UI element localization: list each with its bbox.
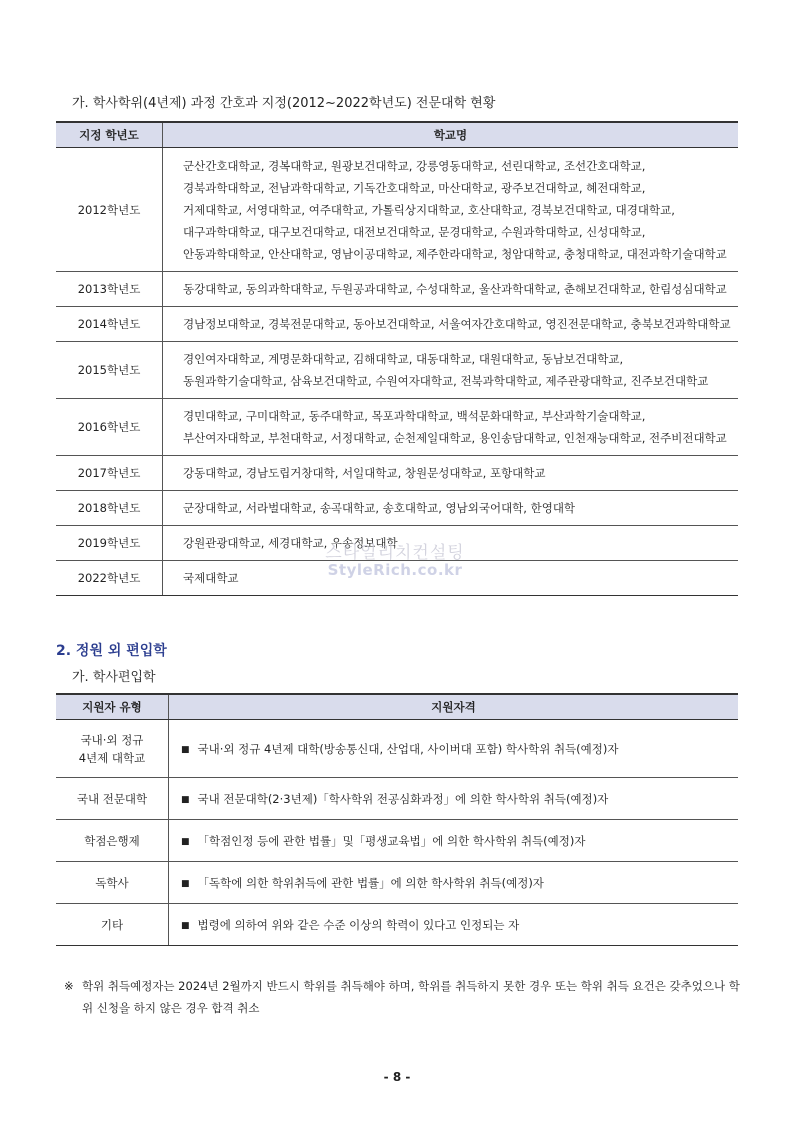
applicant-type-line: 국내 전문대학	[76, 791, 148, 806]
square-bullet-icon: ■	[181, 920, 190, 931]
table-row	[56, 904, 738, 946]
qualification	[169, 820, 739, 862]
qualification	[169, 778, 739, 820]
designation-year: 2016학년도	[56, 399, 163, 456]
section-a-title: 가. 학사학위(4년제) 과정 간호과 지정(2012~2022학년도) 전문대학 현황	[72, 96, 496, 111]
school-names	[163, 307, 739, 342]
school-names-line: 군장대학교, 서라벌대학교, 송곡대학교, 송호대학교, 영남외국어대학, 한영대학	[183, 501, 576, 515]
table-row	[56, 720, 738, 778]
school-names-line: 안동과학대학교, 안산대학교, 영남이공대학교, 제주한라대학교, 청암대학교, 충청대학교, 대전과학기술대학교	[183, 246, 727, 261]
header-school-names: 학교명	[163, 122, 739, 148]
designation-year: 2014학년도	[56, 307, 163, 342]
page-number: - 8 -	[383, 1070, 411, 1084]
square-bullet-icon: ■	[181, 878, 190, 889]
applicant-type-line: 4년제 대학교	[78, 750, 146, 765]
school-names-line: 경민대학교, 구미대학교, 동주대학교, 목포과학대학교, 백석문화대학교, 부산과학기술대학교,	[183, 409, 646, 423]
school-names-line: 강원관광대학교, 세경대학교, 우송정보대학	[183, 536, 398, 550]
applicant-type	[56, 778, 169, 820]
designation-year: 2018학년도	[56, 491, 163, 526]
designation-year: 2022학년도	[56, 561, 163, 596]
school-names-line: 국제대학교	[183, 571, 239, 585]
square-bullet-icon: ■	[181, 836, 190, 847]
applicant-type	[56, 720, 169, 778]
table-row	[56, 399, 738, 456]
designation-year: 2019학년도	[56, 526, 163, 561]
table-row	[56, 456, 738, 491]
school-names-line: 경북과학대학교, 전남과학대학교, 기독간호대학교, 마산대학교, 광주보건대학교, 혜전대학교,	[183, 180, 646, 195]
school-names	[163, 148, 739, 272]
section-2-title: 2. 정원 외 편입학	[56, 643, 167, 659]
school-names	[163, 272, 739, 307]
qualification-text: 국내·외 정규 4년제 대학(방송통신대, 산업대, 사이버대 포함) 학사학위 취득(예정)자	[197, 741, 619, 756]
applicant-type-line: 기타	[100, 917, 124, 932]
school-names-line: 동원과학기술대학교, 삼육보건대학교, 수원여자대학교, 전북과학대학교, 제주관광대학교, 진주보건대학교	[183, 374, 709, 388]
header-qualification: 지원자격	[169, 694, 739, 720]
header-applicant-type: 지원자 유형	[56, 694, 169, 720]
designation-year: 2015학년도	[56, 342, 163, 399]
table-row	[56, 820, 738, 862]
qualification-text: 법령에 의하여 위와 같은 수준 이상의 학력이 있다고 인정되는 자	[197, 917, 520, 932]
school-names-line: 동강대학교, 동의과학대학교, 두원공과대학교, 수성대학교, 울산과학대학교, 춘해보건대학교, 한림성심대학교	[183, 282, 727, 296]
table-header-row	[56, 694, 738, 720]
school-names	[163, 399, 739, 456]
designation-year: 2013학년도	[56, 272, 163, 307]
school-names	[163, 491, 739, 526]
applicant-type	[56, 820, 169, 862]
reference-mark-icon: ※	[64, 979, 74, 993]
applicant-type	[56, 862, 169, 904]
table-row	[56, 778, 738, 820]
qualification	[169, 720, 739, 778]
designation-year: 2017학년도	[56, 456, 163, 491]
table-row	[56, 862, 738, 904]
qualification-text: 국내 전문대학(2·3년제)「학사학위 전공심화과정」에 의한 학사학위 취득(예정)자	[197, 791, 609, 806]
square-bullet-icon: ■	[181, 794, 190, 805]
table-row	[56, 342, 738, 399]
table-row	[56, 307, 738, 342]
qualification-text: 「학점인정 등에 관한 법률」및「평생교육법」에 의한 학사학위 취득(예정)자	[197, 833, 586, 848]
footnote-text: 학위 취득예정자는 2024년 2월까지 반드시 학위를 취득해야 하며, 학위를 취득하지 못한 경우 또는 학위 취득 요건은 갖추었으나 학위 신청을 하지 않은 경우 합격 취소	[82, 979, 740, 1015]
school-names-line: 강동대학교, 경남도립거창대학, 서일대학교, 창원문성대학교, 포항대학교	[183, 466, 546, 480]
table-row	[56, 272, 738, 307]
watermark-korean: 스타일리치컨설팅	[325, 543, 465, 563]
school-names-line: 대구과학대학교, 대구보건대학교, 대전보건대학교, 문경대학교, 수원과학대학교, 신성대학교,	[183, 224, 646, 239]
header-year: 지정 학년도	[56, 122, 163, 148]
qualification	[169, 862, 739, 904]
square-bullet-icon: ■	[181, 744, 190, 755]
school-names	[163, 526, 739, 561]
watermark-english: StyleRich.co.kr	[327, 561, 463, 579]
table-row	[56, 561, 738, 596]
school-names	[163, 342, 739, 399]
applicant-type-line: 학점은행제	[84, 833, 140, 848]
applicant-type-line: 독학사	[95, 875, 129, 890]
school-names-line: 거제대학교, 서영대학교, 여주대학교, 가톨릭상지대학교, 호산대학교, 경북보건대학교, 대경대학교,	[183, 202, 675, 217]
table-row	[56, 491, 738, 526]
school-names-line: 경인여자대학교, 계명문화대학교, 김해대학교, 대동대학교, 대원대학교, 동남보건대학교,	[183, 352, 624, 366]
qualification	[169, 904, 739, 946]
table-row	[56, 526, 738, 561]
designated-colleges-table	[56, 121, 738, 596]
applicant-type	[56, 904, 169, 946]
designation-year: 2012학년도	[56, 148, 163, 272]
section-2-subtitle: 가. 학사편입학	[72, 670, 156, 685]
footnote	[64, 975, 740, 1019]
school-names-line: 부산여자대학교, 부천대학교, 서정대학교, 순천제일대학교, 용인송담대학교, 인천재능대학교, 전주비전대학교	[183, 431, 727, 445]
applicant-type-line: 국내·외 정규	[80, 732, 144, 747]
school-names-line: 군산간호대학교, 경복대학교, 원광보건대학교, 강릉영동대학교, 선린대학교, 조선간호대학교,	[183, 158, 646, 173]
qualification-text: 「독학에 의한 학위취득에 관한 법률」에 의한 학사학위 취득(예정)자	[197, 875, 544, 890]
school-names	[163, 561, 739, 596]
school-names-line: 경남정보대학교, 경북전문대학교, 동아보건대학교, 서울여자간호대학교, 영진전문대학교, 충북보건과학대학교	[183, 317, 731, 331]
table-header-row	[56, 122, 738, 148]
table-row	[56, 148, 738, 272]
school-names	[163, 456, 739, 491]
transfer-qualification-table	[56, 693, 738, 946]
